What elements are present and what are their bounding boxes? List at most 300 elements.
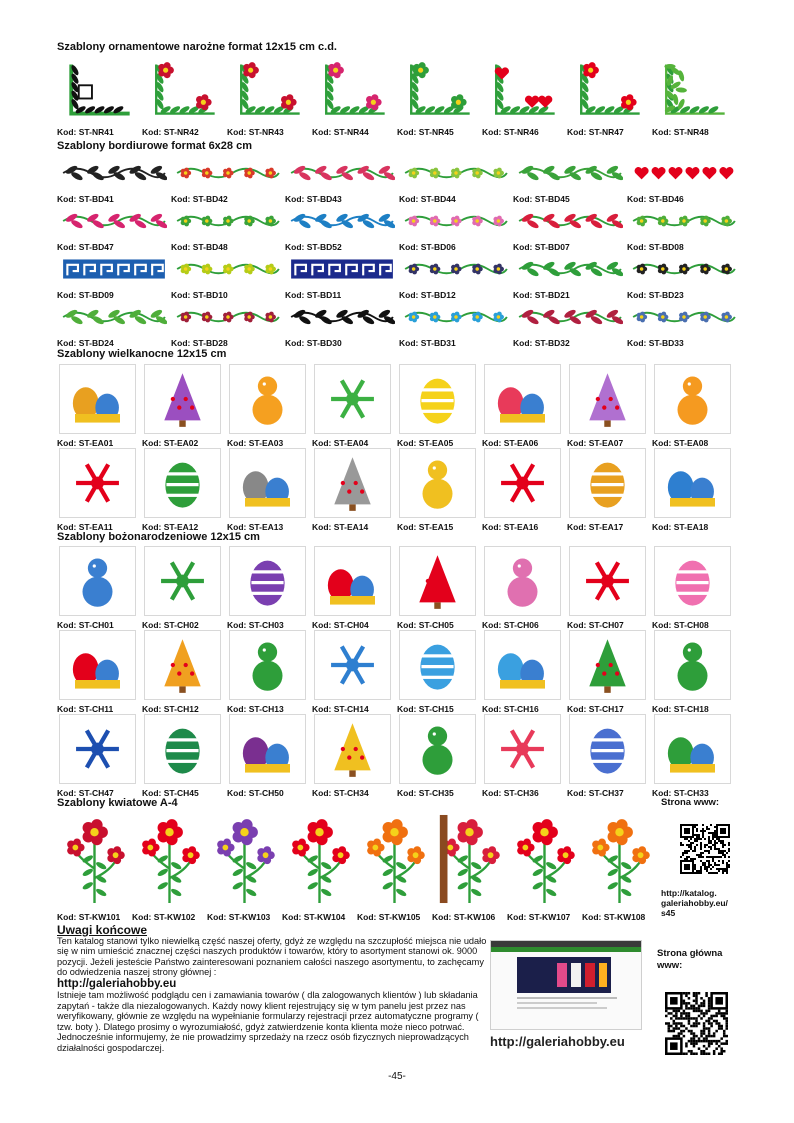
stencil-code: Kod: ST-CH36 xyxy=(482,788,539,798)
stencil-code: Kod: ST-BD21 xyxy=(513,290,570,300)
stencil-image xyxy=(631,204,737,238)
stencil-image xyxy=(517,300,623,334)
stencil-image xyxy=(211,810,278,908)
stencil-code: Kod: ST-BD44 xyxy=(399,194,456,204)
stencil-image xyxy=(484,546,561,616)
stencil-image xyxy=(314,630,391,700)
grid-border-stencils xyxy=(57,156,743,348)
stencil-code: Kod: ST-EA18 xyxy=(652,522,709,532)
stencil-image xyxy=(517,252,623,286)
stencil-item xyxy=(652,364,737,448)
stencil-item xyxy=(207,810,282,922)
stencil-image xyxy=(61,57,138,123)
stencil-item xyxy=(312,630,397,714)
stencil-item xyxy=(282,810,357,922)
stencil-image xyxy=(229,448,306,518)
stencil-image xyxy=(59,546,136,616)
stencil-image xyxy=(569,714,646,784)
stencil-picture xyxy=(60,715,135,783)
stencil-item xyxy=(482,57,567,137)
stencil-item xyxy=(397,630,482,714)
stencil-item xyxy=(397,364,482,448)
stencil-picture xyxy=(400,547,475,615)
stencil-item xyxy=(399,204,513,252)
stencil-image xyxy=(136,810,203,908)
stencil-item xyxy=(57,204,171,252)
stencil-item xyxy=(57,57,142,137)
stencil-image xyxy=(484,714,561,784)
stencil-picture xyxy=(517,156,623,190)
stencil-image xyxy=(403,204,509,238)
stencil-picture xyxy=(517,252,623,286)
stencil-code: Kod: ST-KW108 xyxy=(582,912,646,922)
stencil-item xyxy=(513,300,627,348)
stencil-image xyxy=(654,546,731,616)
stencil-image xyxy=(229,364,306,434)
stencil-picture xyxy=(517,300,623,334)
screenshot-banner xyxy=(517,957,611,993)
stencil-item xyxy=(582,810,657,922)
stencil-picture xyxy=(485,449,560,517)
stencil-picture xyxy=(289,156,395,190)
grid-christmas-stencils xyxy=(57,546,737,798)
stencil-image xyxy=(316,57,393,123)
stencil-item xyxy=(399,300,513,348)
stencil-image xyxy=(61,204,167,238)
stencil-item xyxy=(171,252,285,300)
stencil-picture xyxy=(571,57,648,123)
stencil-image xyxy=(399,448,476,518)
stencil-code: Kod: ST-CH11 xyxy=(57,704,114,714)
stencil-code: Kod: ST-KW101 xyxy=(57,912,121,922)
stencil-image xyxy=(229,630,306,700)
stencil-picture xyxy=(289,252,395,286)
stencil-picture xyxy=(230,547,305,615)
stencil-item xyxy=(652,630,737,714)
stencil-code: Kod: ST-KW103 xyxy=(207,912,271,922)
stencil-code: Kod: ST-NR43 xyxy=(227,127,284,137)
stencil-item xyxy=(482,714,567,798)
stencil-picture xyxy=(436,810,503,908)
stencil-picture xyxy=(655,365,730,433)
stencil-image xyxy=(656,57,733,123)
stencil-picture xyxy=(145,715,220,783)
stencil-picture xyxy=(486,57,563,123)
stencil-item xyxy=(482,630,567,714)
stencil-code: Kod: ST-EA13 xyxy=(227,522,284,532)
stencil-item xyxy=(171,300,285,348)
screenshot-nav xyxy=(491,947,641,952)
stencil-code: Kod: ST-EA06 xyxy=(482,438,539,448)
stencil-image xyxy=(59,364,136,434)
stencil-code: Kod: ST-CH03 xyxy=(227,620,284,630)
stencil-code: Kod: ST-BD41 xyxy=(57,194,114,204)
stencil-item xyxy=(652,448,737,532)
strona-glowna-label: Strona główna www: xyxy=(657,948,723,971)
stencil-code: Kod: ST-EA07 xyxy=(567,438,624,448)
stencil-picture xyxy=(145,365,220,433)
stencil-picture xyxy=(230,449,305,517)
site-url[interactable]: http://galeriahobby.eu xyxy=(490,1034,625,1049)
stencil-item xyxy=(513,156,627,204)
stencil-code: Kod: ST-BD11 xyxy=(285,290,342,300)
stencil-picture xyxy=(289,300,395,334)
stencil-code: Kod: ST-KW105 xyxy=(357,912,421,922)
stencil-picture xyxy=(400,631,475,699)
stencil-image xyxy=(401,57,478,123)
grid-flower-stencils xyxy=(57,810,657,922)
stencil-image xyxy=(61,300,167,334)
stencil-image xyxy=(569,448,646,518)
stencil-item xyxy=(482,448,567,532)
stencil-item xyxy=(397,57,482,137)
stencil-code: Kod: ST-EA12 xyxy=(142,522,199,532)
stencil-image xyxy=(484,448,561,518)
stencil-image xyxy=(144,630,221,700)
stencil-code: Kod: ST-EA02 xyxy=(142,438,199,448)
stencil-code: Kod: ST-BD30 xyxy=(285,338,342,348)
katalog-url[interactable]: http://katalog. galeriahobby.eu/ s45 xyxy=(661,888,728,918)
stencil-item xyxy=(482,546,567,630)
stencil-image xyxy=(486,57,563,123)
stencil-picture xyxy=(230,365,305,433)
stencil-item xyxy=(652,57,737,137)
stencil-code: Kod: ST-EA08 xyxy=(652,438,709,448)
stencil-picture xyxy=(631,204,737,238)
stencil-code: Kod: ST-KW106 xyxy=(432,912,496,922)
stencil-picture xyxy=(631,252,737,286)
stencil-code: Kod: ST-CH13 xyxy=(227,704,284,714)
stencil-item xyxy=(142,714,227,798)
stencil-item xyxy=(312,714,397,798)
stencil-item xyxy=(567,448,652,532)
stencil-code: Kod: ST-CH33 xyxy=(652,788,709,798)
stencil-code: Kod: ST-BD08 xyxy=(627,242,684,252)
stencil-code: Kod: ST-BD23 xyxy=(627,290,684,300)
stencil-picture xyxy=(231,57,308,123)
stencil-item xyxy=(57,300,171,348)
stencil-image xyxy=(286,810,353,908)
stencil-code: Kod: ST-BD31 xyxy=(399,338,456,348)
stencil-item xyxy=(627,204,741,252)
stencil-code: Kod: ST-CH02 xyxy=(142,620,199,630)
stencil-item xyxy=(171,204,285,252)
stencil-code: Kod: ST-CH15 xyxy=(397,704,454,714)
stencil-item xyxy=(397,714,482,798)
stencil-picture xyxy=(61,156,167,190)
stencil-code: Kod: ST-BD42 xyxy=(171,194,228,204)
stencil-picture xyxy=(631,300,737,334)
stencil-image xyxy=(403,300,509,334)
stencil-code: Kod: ST-BD28 xyxy=(171,338,228,348)
stencil-picture xyxy=(631,156,737,190)
stencil-code: Kod: ST-BD32 xyxy=(513,338,570,348)
stencil-code: Kod: ST-CH01 xyxy=(57,620,114,630)
stencil-image xyxy=(289,252,395,286)
stencil-code: Kod: ST-NR47 xyxy=(567,127,624,137)
stencil-item xyxy=(285,156,399,204)
notes-paragraph-2: Istnieje tam możliwość podglądu cen i zamawiania towarów ( dla zalogowanych klientów ) lub składania zapytań - także dla niezalogowanych. Każdy nowy klient rejestrujący się w tym panelu jest przez nas weryfikowany, głównie ze względu na wypełnianie formularzy rejestracji przez automatyczne programy ( tzw. boty ). Dlatego prosimy o wyrozumiałość, gdyż zatwierdzenie konta klienta może nieco potrwać. Jednocześnie informujemy, że nie prowadzimy sprzedaży na rzecz osób fizycznych nieprowadzących działalności gospodarczej. xyxy=(57,990,479,1053)
stencil-image xyxy=(399,630,476,700)
stencil-code: Kod: ST-EA11 xyxy=(57,522,113,532)
stencil-picture xyxy=(316,57,393,123)
stencil-picture xyxy=(230,715,305,783)
stencil-item xyxy=(57,714,142,798)
stencil-picture xyxy=(403,300,509,334)
stencil-item xyxy=(567,57,652,137)
stencil-item xyxy=(652,714,737,798)
stencil-item xyxy=(142,57,227,137)
stencil-code: Kod: ST-NR41 xyxy=(57,127,114,137)
stencil-picture xyxy=(570,547,645,615)
stencil-picture xyxy=(60,449,135,517)
stencil-image xyxy=(511,810,578,908)
qr-code-katalog xyxy=(680,824,730,874)
stencil-image xyxy=(631,252,737,286)
stencil-code: Kod: ST-CH37 xyxy=(567,788,624,798)
section-title-easter: Szablony wielkanocne 12x15 cm xyxy=(57,348,227,360)
stencil-code: Kod: ST-BD48 xyxy=(171,242,228,252)
stencil-item xyxy=(57,448,142,532)
stencil-code: Kod: ST-EA15 xyxy=(397,522,454,532)
stencil-code: Kod: ST-CH14 xyxy=(312,704,369,714)
stencil-item xyxy=(57,546,142,630)
stencil-item xyxy=(285,300,399,348)
stencil-image xyxy=(289,204,395,238)
stencil-code: Kod: ST-NR45 xyxy=(397,127,454,137)
stencil-picture xyxy=(136,810,203,908)
stencil-code: Kod: ST-NR46 xyxy=(482,127,539,137)
stencil-code: Kod: ST-EA17 xyxy=(567,522,624,532)
stencil-code: Kod: ST-CH35 xyxy=(397,788,454,798)
section-title-christmas: Szablony bożonarodzeniowe 12x15 cm xyxy=(57,531,260,543)
stencil-code: Kod: ST-BD24 xyxy=(57,338,114,348)
stencil-item xyxy=(513,252,627,300)
stencil-item xyxy=(142,630,227,714)
stencil-image xyxy=(229,546,306,616)
stencil-item xyxy=(567,546,652,630)
stencil-item xyxy=(171,156,285,204)
stencil-image xyxy=(569,546,646,616)
stencil-image xyxy=(569,364,646,434)
stencil-image xyxy=(144,714,221,784)
stencil-item xyxy=(227,630,312,714)
stencil-image xyxy=(631,300,737,334)
stencil-code: Kod: ST-NR48 xyxy=(652,127,709,137)
stencil-item xyxy=(399,156,513,204)
qr-code-homepage xyxy=(665,992,728,1055)
stencil-picture xyxy=(145,449,220,517)
stencil-code: Kod: ST-CH08 xyxy=(652,620,709,630)
stencil-image xyxy=(175,300,281,334)
stencil-code: Kod: ST-CH45 xyxy=(142,788,199,798)
stencil-picture xyxy=(570,715,645,783)
stencil-picture xyxy=(60,631,135,699)
stencil-item xyxy=(482,364,567,448)
stencil-image xyxy=(517,204,623,238)
stencil-picture xyxy=(175,300,281,334)
stencil-picture xyxy=(656,57,733,123)
stencil-picture xyxy=(289,204,395,238)
stencil-image xyxy=(436,810,503,908)
stencil-code: Kod: ST-KW102 xyxy=(132,912,196,922)
stencil-image xyxy=(403,156,509,190)
stencil-image xyxy=(59,448,136,518)
stencil-image xyxy=(314,546,391,616)
notes-paragraph-1: Ten katalog stanowi tylko niewielką część naszej oferty, gdyż ze względu na szczupłość miejsca nie udało się w nim umieścić znacznej części naszych produktów i towarów, który to asortyment stanowi ok. 9000 pozycji. Jeżeli jesteście Państwo zainteresowani poznaniem całości naszego asortymentu, to zachęcamy do odwiedzenia naszej strony głównej : xyxy=(57,935,487,977)
stencil-picture xyxy=(485,715,560,783)
stencil-item xyxy=(567,714,652,798)
stencil-item xyxy=(507,810,582,922)
notes-heading: Uwagi końcowe xyxy=(57,923,148,937)
stencil-item xyxy=(399,252,513,300)
stencil-item xyxy=(142,546,227,630)
stencil-code: Kod: ST-CH12 xyxy=(142,704,199,714)
stencil-picture xyxy=(175,156,281,190)
stencil-code: Kod: ST-BD10 xyxy=(171,290,228,300)
stencil-item xyxy=(227,714,312,798)
stencil-picture xyxy=(511,810,578,908)
stencil-code: Kod: ST-CH16 xyxy=(482,704,539,714)
stencil-picture xyxy=(570,365,645,433)
stencil-item xyxy=(312,364,397,448)
stencil-picture xyxy=(403,252,509,286)
stencil-code: Kod: ST-CH07 xyxy=(567,620,624,630)
stencil-image xyxy=(314,714,391,784)
stencil-item xyxy=(627,252,741,300)
stencil-item xyxy=(142,448,227,532)
stencil-picture xyxy=(586,810,653,908)
strona-www-label: Strona www: xyxy=(661,797,720,808)
stencil-image xyxy=(654,448,731,518)
stencil-image xyxy=(146,57,223,123)
stencil-picture xyxy=(211,810,278,908)
stencil-item xyxy=(227,448,312,532)
stencil-image xyxy=(144,448,221,518)
stencil-code: Kod: ST-EA03 xyxy=(227,438,284,448)
stencil-image xyxy=(361,810,428,908)
stencil-item xyxy=(132,810,207,922)
stencil-picture xyxy=(61,810,128,908)
page-number: -45- xyxy=(388,1071,406,1082)
stencil-image xyxy=(586,810,653,908)
stencil-picture xyxy=(655,715,730,783)
stencil-item xyxy=(397,546,482,630)
stencil-image xyxy=(484,630,561,700)
grid-easter-stencils xyxy=(57,364,737,532)
stencil-item xyxy=(57,252,171,300)
stencil-image xyxy=(61,156,167,190)
stencil-picture xyxy=(485,547,560,615)
stencil-picture xyxy=(403,204,509,238)
stencil-item xyxy=(357,810,432,922)
stencil-picture xyxy=(145,631,220,699)
stencil-code: Kod: ST-NR42 xyxy=(142,127,199,137)
stencil-picture xyxy=(655,449,730,517)
stencil-item xyxy=(142,364,227,448)
stencil-picture xyxy=(361,810,428,908)
stencil-picture xyxy=(315,715,390,783)
stencil-item xyxy=(57,630,142,714)
stencil-image xyxy=(399,714,476,784)
stencil-item xyxy=(285,204,399,252)
stencil-image xyxy=(403,252,509,286)
stencil-code: Kod: ST-NR44 xyxy=(312,127,369,137)
grid-corner-stencils xyxy=(57,57,737,137)
notes-url[interactable]: http://galeriahobby.eu xyxy=(57,977,177,990)
stencil-picture xyxy=(403,156,509,190)
stencil-picture xyxy=(655,631,730,699)
stencil-image xyxy=(569,630,646,700)
stencil-image xyxy=(144,546,221,616)
stencil-picture xyxy=(570,631,645,699)
stencil-image xyxy=(175,156,281,190)
stencil-item xyxy=(567,364,652,448)
stencil-image xyxy=(61,252,167,286)
stencil-code: Kod: ST-CH18 xyxy=(652,704,709,714)
stencil-image xyxy=(654,630,731,700)
stencil-item xyxy=(567,630,652,714)
stencil-code: Kod: ST-BD06 xyxy=(399,242,456,252)
stencil-code: Kod: ST-CH17 xyxy=(567,704,624,714)
stencil-code: Kod: ST-EA14 xyxy=(312,522,369,532)
stencil-image xyxy=(631,156,737,190)
stencil-picture xyxy=(61,204,167,238)
stencil-item xyxy=(312,57,397,137)
stencil-item xyxy=(513,204,627,252)
stencil-code: Kod: ST-KW104 xyxy=(282,912,346,922)
stencil-code: Kod: ST-BD12 xyxy=(399,290,456,300)
stencil-item xyxy=(285,252,399,300)
stencil-picture xyxy=(400,365,475,433)
stencil-item xyxy=(57,810,132,922)
stencil-image xyxy=(144,364,221,434)
stencil-picture xyxy=(485,631,560,699)
stencil-image xyxy=(654,714,731,784)
stencil-image xyxy=(517,156,623,190)
stencil-picture xyxy=(61,57,138,123)
stencil-code: Kod: ST-CH34 xyxy=(312,788,369,798)
stencil-code: Kod: ST-CH50 xyxy=(227,788,284,798)
stencil-image xyxy=(399,364,476,434)
stencil-picture xyxy=(61,252,167,286)
stencil-image xyxy=(175,252,281,286)
stencil-image xyxy=(654,364,731,434)
stencil-image xyxy=(59,714,136,784)
stencil-image xyxy=(289,156,395,190)
stencil-picture xyxy=(315,547,390,615)
stencil-code: Kod: ST-CH05 xyxy=(397,620,454,630)
stencil-image xyxy=(571,57,648,123)
stencil-image xyxy=(231,57,308,123)
stencil-code: Kod: ST-EA04 xyxy=(312,438,369,448)
stencil-item xyxy=(312,546,397,630)
stencil-picture xyxy=(60,547,135,615)
stencil-picture xyxy=(60,365,135,433)
stencil-code: Kod: ST-CH47 xyxy=(57,788,114,798)
stencil-code: Kod: ST-CH04 xyxy=(312,620,369,630)
stencil-image xyxy=(175,204,281,238)
stencil-image xyxy=(484,364,561,434)
stencil-image xyxy=(61,810,128,908)
stencil-picture xyxy=(400,449,475,517)
stencil-code: Kod: ST-EA01 xyxy=(57,438,114,448)
stencil-code: Kod: ST-BD43 xyxy=(285,194,342,204)
stencil-picture xyxy=(230,631,305,699)
stencil-code: Kod: ST-BD52 xyxy=(285,242,342,252)
stencil-item xyxy=(57,364,142,448)
stencil-image xyxy=(314,448,391,518)
